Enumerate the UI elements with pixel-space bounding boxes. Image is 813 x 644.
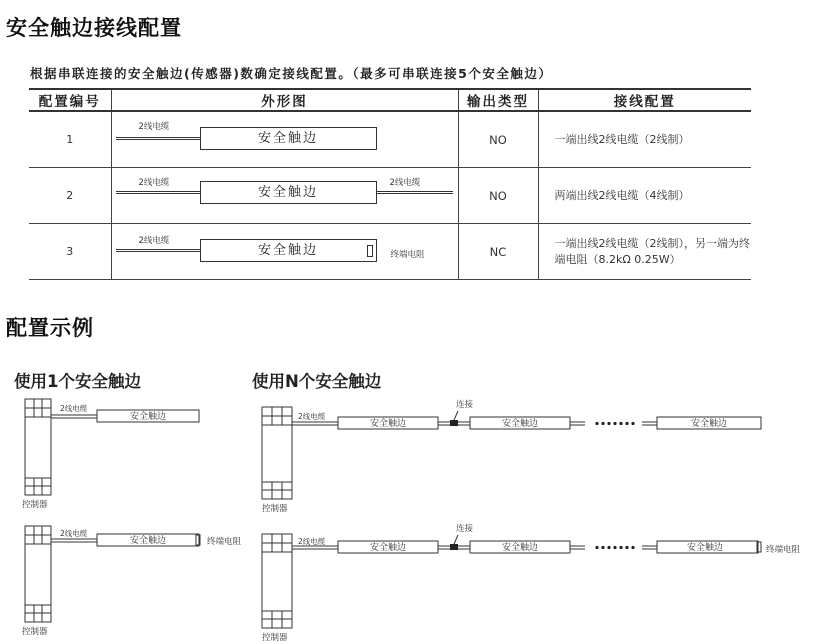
connection-pointer — [454, 411, 458, 420]
multi-example-title: 使用N个安全触边 — [252, 372, 382, 391]
section-title: 配置示例 — [6, 315, 94, 340]
cable-label: 2线电缆 — [138, 178, 170, 188]
controller-label: 控制器 — [262, 633, 288, 643]
continuation-dots — [595, 422, 634, 549]
header-outline: 外形图 — [111, 89, 458, 111]
cable-label: 2线电缆 — [60, 529, 88, 538]
controller-label: 控制器 — [22, 627, 48, 637]
safety-edge-shape: 安全触边 — [200, 181, 377, 204]
config-number: 1 — [29, 111, 111, 168]
output-type: NC — [458, 224, 538, 280]
edge-label: 安全触边 — [690, 419, 728, 429]
connection-pointer — [454, 535, 458, 544]
config-number: 2 — [29, 168, 111, 224]
edge-label: 安全触边 — [369, 543, 407, 553]
wiring-config: 一端出线2线电缆（2线制），另一端为终端电阻（8.2kΩ 0.25W） — [538, 224, 751, 280]
safety-edge-shape: 安全触边 — [200, 127, 377, 150]
wiring-config: 一端出线2线电缆（2线制） — [538, 111, 751, 168]
terminator-label: 终端电阻 — [207, 537, 242, 547]
edge-label: 安全触边 — [686, 543, 724, 553]
output-type: NO — [458, 168, 538, 224]
wiring-config: 两端出线2线电缆（4线制） — [538, 168, 751, 224]
controller-label: 控制器 — [22, 500, 48, 510]
cable-label: 2线电缆 — [298, 537, 326, 546]
edge-label: 安全触边 — [501, 543, 539, 553]
cable-label: 2线电缆 — [60, 404, 88, 413]
edge-label: 安全触边 — [501, 419, 539, 429]
controller-label: 控制器 — [262, 504, 288, 514]
connector-icon — [450, 544, 458, 550]
config-number: 3 — [29, 224, 111, 280]
terminator-label: 终端电阻 — [390, 250, 425, 260]
safety-edge-shape: 安全触边 — [200, 239, 377, 262]
connection-label: 连接 — [456, 400, 474, 410]
header-wiring: 接线配置 — [538, 89, 751, 111]
edge-label: 安全触边 — [369, 419, 407, 429]
output-type: NO — [458, 111, 538, 168]
header-config-no: 配置编号 — [29, 89, 111, 111]
single-example-title: 使用1个安全触边 — [14, 372, 141, 391]
header-output-type: 输出类型 — [458, 89, 538, 111]
cable-label: 2线电缆 — [298, 412, 326, 421]
connector-icon — [450, 420, 458, 426]
edge-label: 安全触边 — [129, 412, 167, 422]
controller-icon — [262, 534, 292, 628]
controller-icon — [25, 526, 51, 622]
page-title: 安全触边接线配置 — [6, 15, 182, 40]
cable-label: 2线电缆 — [138, 122, 170, 132]
edge-label: 安全触边 — [129, 536, 167, 546]
intro-text: 根据串联连接的安全触边(传感器)数确定接线配置。（最多可串联连接5个安全触边） — [30, 66, 553, 81]
terminator-label: 终端电阻 — [766, 545, 801, 555]
controller-icon — [25, 399, 51, 495]
cable-label: 2线电缆 — [389, 178, 421, 188]
connection-label: 连接 — [456, 524, 474, 534]
cable-label: 2线电缆 — [138, 236, 170, 246]
controller-icon — [262, 407, 292, 499]
